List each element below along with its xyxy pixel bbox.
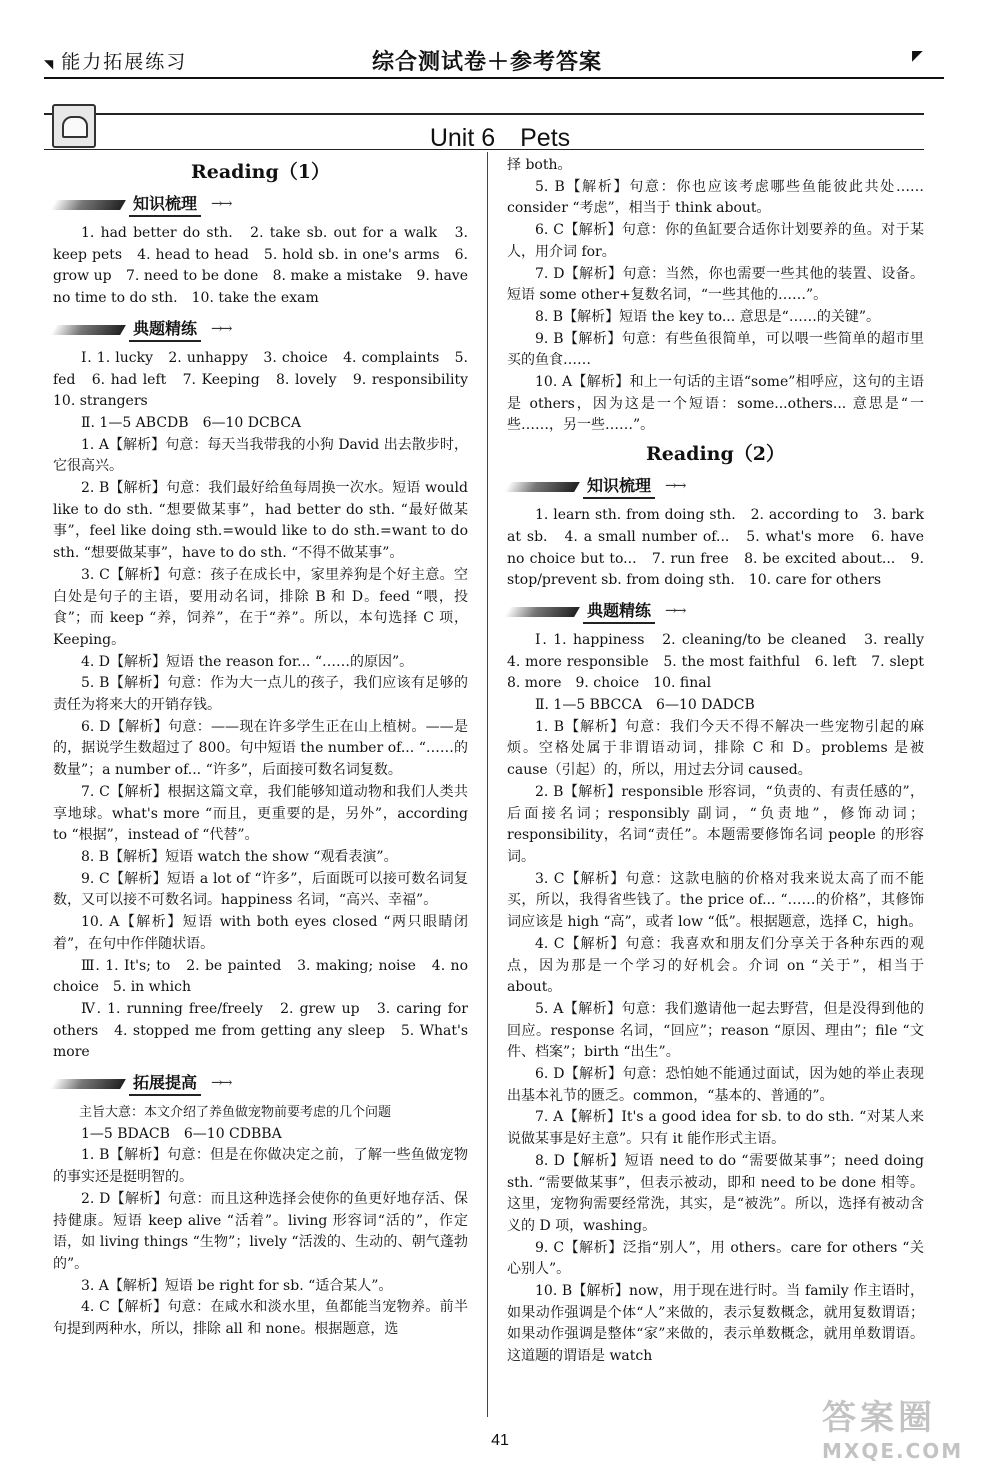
watermark-logo [822, 1390, 982, 1470]
explanation-item: 8. B【解析】短语 the key to... 意思是“……的关键”。 [535, 308, 880, 325]
explanation-item: 9. C【解析】泛指“别人”，用 others。care for others “关心别人”。 [507, 1239, 924, 1278]
right-column [507, 155, 938, 1368]
explanation-item: 3. A【解析】短语 be right for sb. “适合某人”。 [81, 1277, 393, 1294]
arrow-icon: →→ [211, 320, 231, 337]
explanation-item: 2. B【解析】句意：我们最好给鱼每周换一次水。短语 would like to do sth. “想要做某事”，had better do sth. “最好做某事”，feel like doing sth.=would like to do sth.=want to do sth. “想要做某事”，have to do sth. “不得不做某事”。 [53, 480, 468, 562]
explanation-item: 4. C【解析】句意：我喜欢和朋友们分享关于各种东西的观点，因为那是一个学习的好机会。介词 on “关于”，相当于 about。 [507, 935, 924, 996]
answer-heading: 1—5 BDACB 6—10 CDBBA [81, 1125, 282, 1142]
explanation-item: 10. A【解析】和上一句话的主语“some”相呼应，这句的主语是 others，因为这是一个短语：some...others... 意思是“一些……，另一些……”。 [507, 374, 924, 434]
header-rule [44, 77, 944, 79]
explanation-item: 9. C【解析】短语 a lot of “许多”，后面既可以接可数名词复数，又可以接不可数名词。happiness 名词，“高兴、幸福”。 [53, 870, 468, 909]
tag-typical-exercises [507, 598, 924, 626]
watermark-domain: MXQE.COM [822, 1439, 964, 1463]
decorative-bar-icon [504, 482, 580, 492]
explanation-item: 3. C【解析】句意：这款电脑的价格对我来说太高了而不能买，所以，我得省些钱了。the price of... “……的价格”，其修饰词应该是 high “高”，或者 low “低”。根据题意，选择 C，high。 [507, 870, 924, 931]
unit-rule-top [44, 113, 924, 115]
answer-paragraph: 1. had better do sth. 2. take sb. out for a walk 3. keep pets 4. head to head 5. hold sb. in one's arms 6. grow up 7. need to be done 8. make a mistake 9. have no time to do sth. 10. take the exam [53, 225, 468, 307]
explanation-item: 8. D【解析】短语 need to do “需要做某事”；need doing sth. “需要做某事”，但表示被动，即和 need to be done 相等。这里，宠物狗需要经常洗，其实，是“被洗”。所以，选择有被动含义的 D 项，washing。 [507, 1152, 924, 1234]
triangle-icon: ◥ [44, 57, 56, 71]
answer-paragraph: 1. learn sth. from doing sth. 2. according to 3. bark at sb. 4. a small number of... 5. what's more 6. have no choice but to... 7. run free 8. be excited about... 9. stop/prevent sb. from doing sth. 10. care for others [507, 507, 924, 589]
explanation-item: 3. C【解析】句意：孩子在成长中，家里养狗是个好主意。空白处是句子的主语，要用动名词，排除 B 和 D。feed “喂，投食”；而 keep “养，饲养”，在于“养”。所以，本句选择 C 项，Keeping。 [53, 566, 468, 648]
page-number: 41 [491, 1432, 509, 1449]
answer-paragraph: Ⅳ. 1. running free/freely 2. grew up 3. caring for others 4. stopped me from getting any sleep 5. What's more [53, 1000, 468, 1061]
answer-paragraph: Ⅰ. 1. lucky 2. unhappy 3. choice 4. complaints 5. fed 6. had left 7. Keeping 8. lovely 9. responsibility 10. strangers [53, 349, 482, 410]
explanation-item: 2. D【解析】句意：而且这种选择会使你的鱼更好地存活、保持健康。短语 keep alive “活着”。living 形容词“活的”，作定语，如 living things “生物”；lively “活泼的、生动的、朝气蓬勃的”。 [53, 1190, 468, 1272]
decorative-bar-icon [50, 200, 126, 210]
answer-heading: Ⅱ. 1—5 ABCDB 6—10 DCBCA [81, 414, 302, 431]
explanation-item: 7. D【解析】句意：当然，你也需要一些其他的装置、设备。短语 some other+复数名词，“一些其他的……”。 [507, 265, 924, 304]
explanation-item: 9. B【解析】句意：有些鱼很简单，可以喂一些简单的超市里买的鱼食…… [507, 330, 924, 369]
arrow-icon: →→ [211, 196, 231, 213]
tag-typical-exercises [53, 316, 468, 344]
explanation-item: 10. A【解析】短语 with both eyes closed “两只眼睛闭着”，在句中作伴随状语。 [53, 914, 468, 952]
unit-rule-bottom [44, 149, 924, 150]
explanation-item: 6. C【解析】句意：你的鱼缸要合适你计划要养的鱼。对于某人，用介词 for。 [507, 222, 924, 260]
explanation-item: 7. C【解析】根据这篇文章，我们能够知道动物和我们人类共享地球。what's more “而且，更重要的是，另外”，according to “根据”，instead of “代替”。 [53, 783, 468, 844]
running-header-left-text: 能力拓展练习 [61, 51, 188, 73]
tag-knowledge-review [507, 473, 924, 501]
tag-label: 知识梳理 [129, 193, 201, 217]
explanation-item: 10. B【解析】now，用于现在进行时。当 family 作主语时，如果动作强调是个体“人”来做的，表示复数概念，就用复数谓语；如果动作强调是整体“家”来做的，表示单数概念，就用单数谓语。这道题的谓语是 watch [507, 1283, 924, 1365]
explanation-item: 4. C【解析】句意：在咸水和淡水里，鱼都能当宠物养。前半句提到两种水，所以，排除 all 和 none。根据题意，选 [53, 1299, 468, 1338]
main-idea: 主旨大意：本文介绍了养鱼做宠物前要考虑的几个问题 [79, 1105, 392, 1121]
corner-mark-icon: ◤ [912, 48, 923, 64]
running-header-left [44, 47, 187, 74]
explanation-item: 5. A【解析】句意：我们邀请他一起去野营，但是没得到他的回应。response 名词，“回应”；reason “原因、理由”；file “文件、档案”；birth “出生”。 [507, 1000, 924, 1061]
arrow-icon: →→ [665, 478, 685, 495]
tag-label: 知识梳理 [583, 475, 655, 499]
explanation-item: 1. B【解析】句意：但是在你做决定之前，了解一些鱼做宠物的事实还是挺明智的。 [53, 1147, 468, 1186]
tag-knowledge-review [53, 191, 468, 219]
explanation-item: 1. B【解析】句意：我们今天不得不解决一些宠物引起的麻烦。空格处属于非谓语动词，排除 C 和 D。problems 是被 cause（引起）的，所以，用过去分词 caused。 [507, 718, 924, 779]
answer-heading: Ⅱ. 1—5 BBCCA 6—10 DADCB [535, 697, 755, 714]
decorative-bar-icon [50, 1079, 126, 1089]
tag-extension [53, 1070, 468, 1098]
explanation-item: 7. A【解析】It's a good idea for sb. to do sth. “对某人来说做某事是好主意”。只有 it 能作形式主语。 [507, 1109, 924, 1148]
section-heading-reading-1: Reading（1） [190, 161, 330, 183]
section-heading-reading-2: Reading（2） [645, 443, 785, 466]
tag-label: 典题精练 [583, 600, 655, 624]
explanation-item: 4. D【解析】短语 the reason for... “……的原因”。 [81, 653, 414, 670]
explanation-item: 1. A【解析】句意：每天当我带我的小狗 David 出去散步时，它很高兴。 [53, 436, 468, 475]
unit-title: Unit 6 Pets [429, 124, 571, 152]
answer-paragraph: Ⅰ. 1. happiness 2. cleaning/to be cleaned 3. really 4. more responsible 5. the most faithful 6. left 7. slept 8. more 9. choice 10. final [507, 631, 938, 692]
explanation-item: 5. B【解析】句意：你也应该考虑哪些鱼能彼此共处…… consider “考虑”，相当于 think about。 [507, 178, 924, 217]
tag-label: 拓展提高 [129, 1072, 201, 1096]
column-divider [487, 152, 488, 1417]
arrow-icon: →→ [211, 1075, 231, 1092]
explanation-item: 8. B【解析】短语 watch the show “观看表演”。 [81, 848, 398, 865]
watermark-text: 答案圈 [822, 1398, 936, 1438]
tag-label: 典题精练 [129, 318, 201, 342]
explanation-item: 6. D【解析】句意：恐怕她不能通过面试，因为她的举止表现出基本礼节的匮乏。common，“基本的、普通的”。 [507, 1066, 924, 1104]
explanation-continuation: 择 both。 [507, 157, 572, 173]
arrow-icon: →→ [665, 603, 685, 620]
decorative-bar-icon [504, 607, 580, 617]
answer-paragraph: Ⅲ. 1. It's; to 2. be painted 3. making; noise 4. no choice 5. in which [53, 957, 468, 996]
decorative-bar-icon [50, 325, 126, 335]
explanation-item: 2. B【解析】responsible 形容词，“负责的、有责任感的”，后面接名词；responsibly 副词，“负责地”，修饰动词；responsibility，名词“责任”。本题需要修饰名词 people 的形容词。 [507, 783, 924, 865]
explanation-item: 5. B【解析】句意：作为大一点儿的孩子，我们应该有足够的责任为将来大的开销存钱。 [53, 675, 468, 714]
explanation-item: 6. D【解析】句意：——现在许多学生正在山上植树。——是的，据说学生数超过了 800。句中短语 the number of... “……的数量”；a number of... “许多”，后面接可数名词复数。 [53, 718, 468, 779]
left-column [53, 155, 482, 1341]
running-header-title: 综合测试卷＋参考答案 [372, 50, 603, 75]
